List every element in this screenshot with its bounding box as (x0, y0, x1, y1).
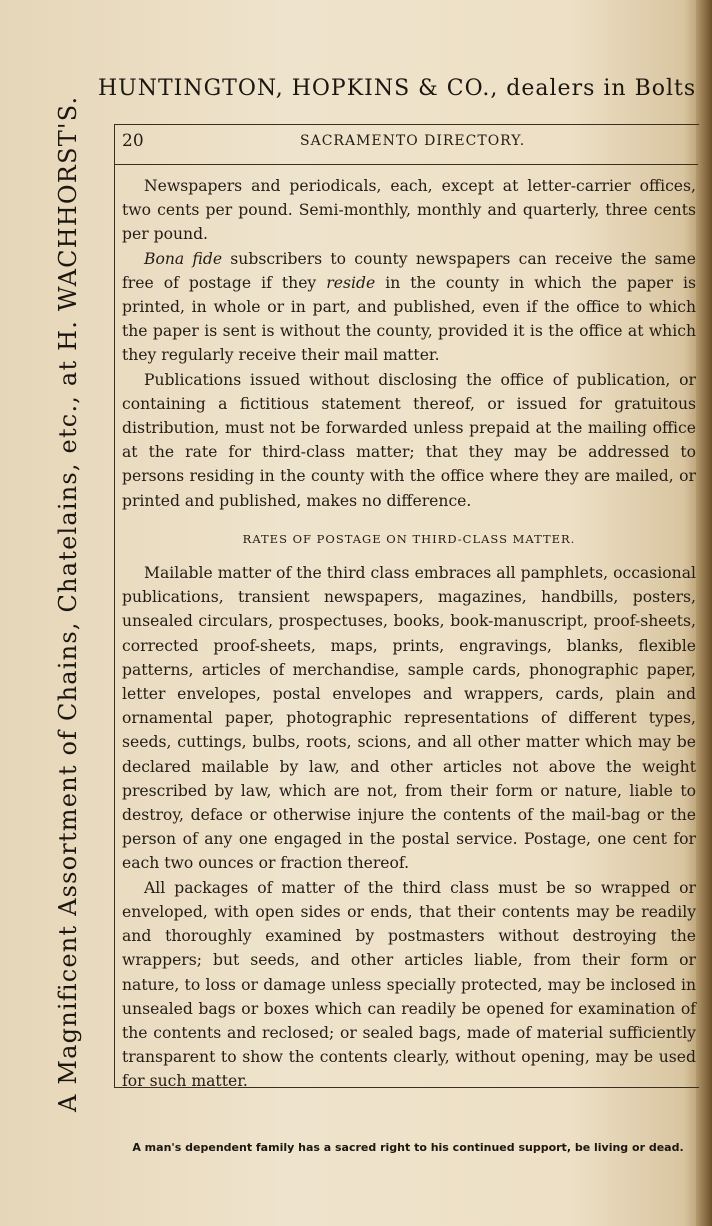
running-head: SACRAMENTO DIRECTORY. (300, 133, 526, 149)
side-advertisement-banner: A Magnificent Assortment of Chains, Chatelains, etc., at H. WACHHORST'S. (54, 95, 82, 1112)
paragraph-mailable-matter: Mailable matter of the third class embraces all pamphlets, occasional publications, transient newspapers, magazines, handbills, posters, unsealed circulars, prospectuses, books, book-manuscript, proof-sheets, corrected proof-sheets, maps, prints, engravings, blanks, flexible patterns, articles of merchandise, sample cards, phonographic paper, letter envelopes, postal envelopes and wrappers, cards, plain and ornamental paper, photographic representations of different types, seeds, cuttings, bulbs, roots, scions, and all other matter which may be declared mailable by law, and other articles not above the weight prescribed by law, which are not, from their form or nature, liable to destroy, deface or otherwise injure the contents of the mail-bag or the person of any one engaged in the postal service. Postage, one cent for each two ounces or fraction thereof. (122, 564, 696, 873)
paragraph-bona-fide (122, 247, 696, 368)
bona-fide-text-b: in the county in which the paper is printed, in whole or in part, and published, even if the office to which the paper is sent is without the county, provided it is the office at which they regularly receive their mail matter. (122, 273, 696, 365)
bona-fide-italic: Bona fide (144, 249, 223, 268)
header-rule (114, 164, 698, 165)
footer-motto: A man's dependent family has a sacred right to his continued support, be living or dead. (132, 1141, 684, 1154)
top-advertisement-banner: HUNTINGTON, HOPKINS & CO., dealers in Bolts (98, 76, 696, 101)
section-heading: RATES OF POSTAGE ON THIRD-CLASS MATTER. (242, 531, 576, 546)
reside-italic: reside (326, 273, 376, 292)
paragraph-newspapers: Newspapers and periodicals, each, except at letter-carrier offices, two cents per pound. Semi-monthly, monthly and quarterly, three cents per pound. (122, 177, 696, 244)
bona-fide-text-a: subscribers to county newspapers can receive the same free of postage if they (122, 249, 696, 292)
page-number: 20 (122, 131, 144, 151)
paragraph-publications: Publications issued without disclosing the office of publication, or containing a fictitious statement thereof, or issued for gratuitous distribution, must not be forwarded unless prepaid at the mailing office at the rate for third-class matter; that they may be addressed to persons residing in the county with the office where they are mailed, or printed and published, makes no difference. (122, 370, 696, 510)
body-text (122, 174, 696, 1094)
paragraph-packages: All packages of matter of the third class must be so wrapped or enveloped, with open sides or ends, that their contents may be readily and thoroughly examined by postmasters without destroying the wrappers; but seeds, and other articles liable, from their form or nature, to loss or damage unless specially protected, may be inclosed in unsealed bags or boxes which can readily be opened for examination of the contents and reclosed; or sealed bags, made of material sufficiently transparent to show the contents clearly, without opening, may be used for such matter. (122, 878, 696, 1091)
